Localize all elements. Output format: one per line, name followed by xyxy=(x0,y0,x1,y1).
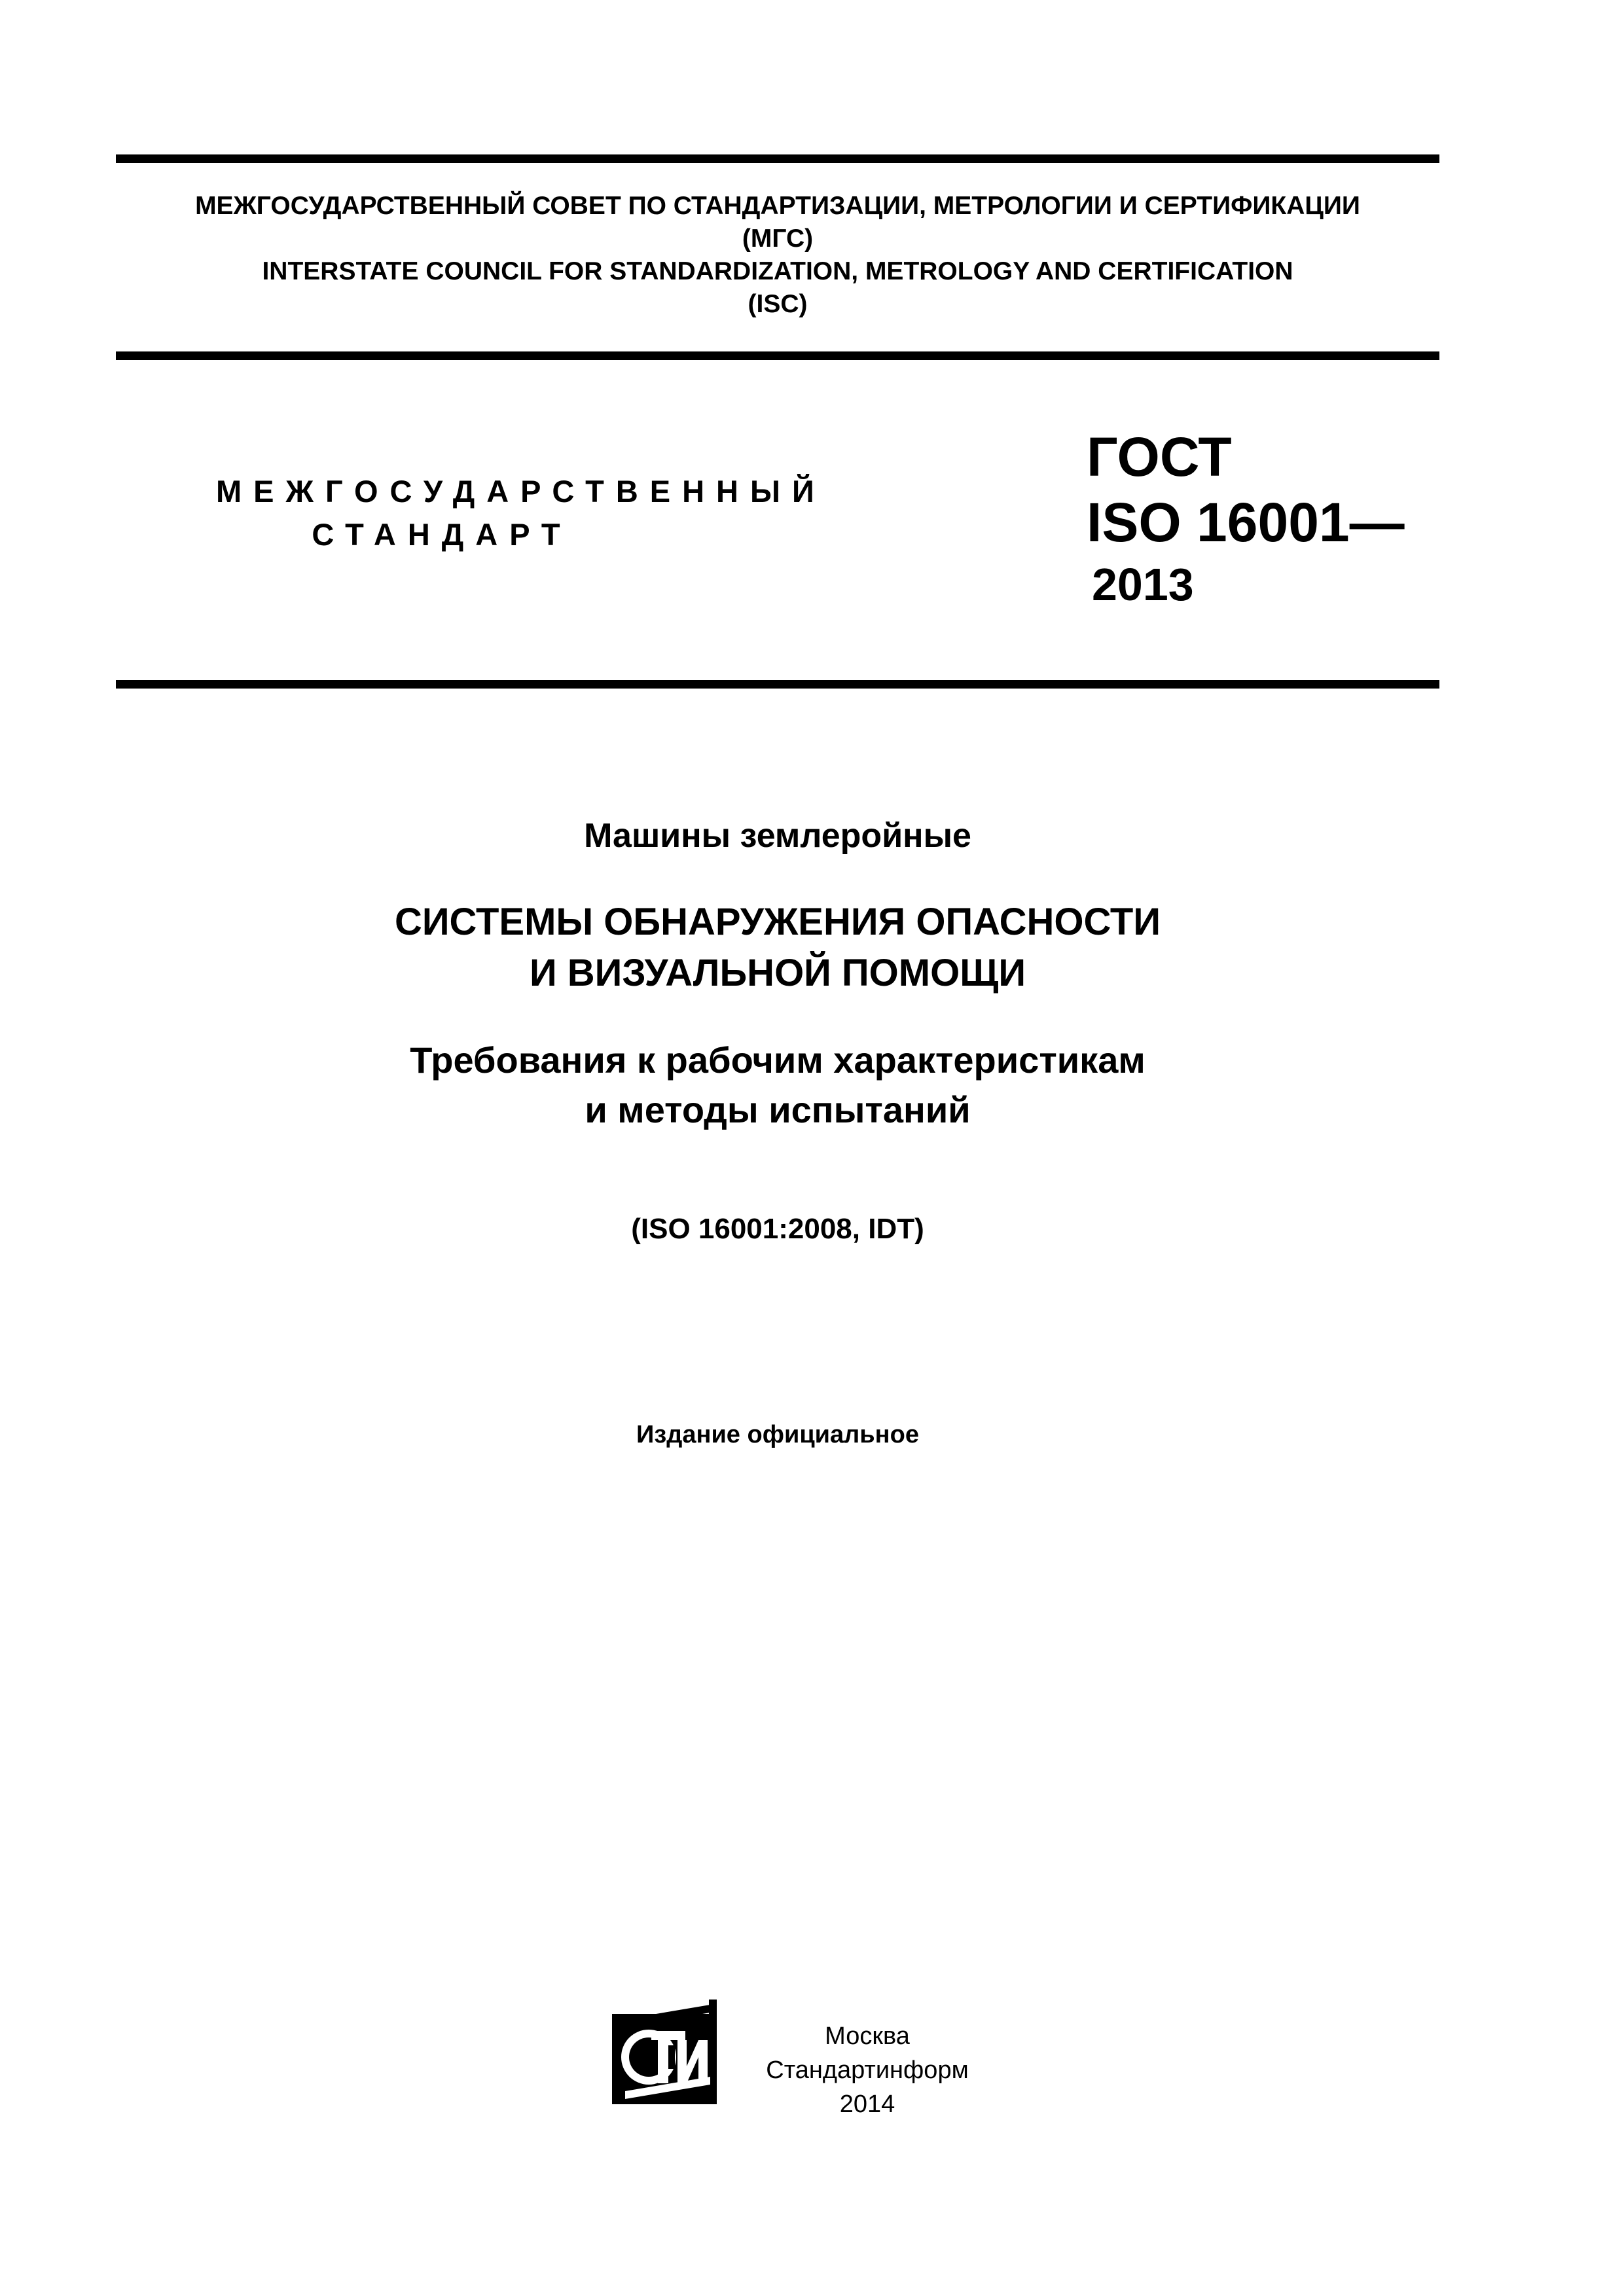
iso-reference: (ISO 16001:2008, IDT) xyxy=(631,1213,924,1245)
council-name-en: INTERSTATE COUNCIL FOR STANDARDIZATION, METROLOGY AND CERTIFICATION xyxy=(262,257,1293,285)
council-header xyxy=(116,190,1439,321)
standartinform-logo-icon xyxy=(612,2000,717,2104)
standard-type xyxy=(216,470,826,556)
document-main-title xyxy=(116,897,1439,999)
subtitle-line1: Требования к рабочим характеристикам xyxy=(410,1039,1146,1081)
council-name-ru: МЕЖГОСУДАРСТВЕННЫЙ СОВЕТ ПО СТАНДАРТИЗАЦИИ, МЕТРОЛОГИИ И СЕРТИФИКАЦИИ xyxy=(195,192,1360,220)
publisher-name: Стандартинформ xyxy=(766,2056,969,2084)
edition-label: Издание официальное xyxy=(636,1421,919,1448)
publisher-year: 2014 xyxy=(839,2090,895,2118)
standard-type-line2: СТАНДАРТ xyxy=(312,517,572,552)
council-divider xyxy=(116,351,1439,360)
designation-year: 2013 xyxy=(1092,559,1194,610)
subtitle-line2: и методы испытаний xyxy=(585,1089,971,1130)
standard-type-line1: МЕЖГОСУДАРСТВЕННЫЙ xyxy=(216,474,826,509)
designation-divider xyxy=(116,680,1439,689)
document-subject: Машины землеройные xyxy=(584,817,971,855)
main-title-line2: И ВИЗУАЛЬНОЙ ПОМОЩИ xyxy=(529,952,1026,994)
council-abbr-ru: (МГС) xyxy=(742,224,814,253)
designation-number: ISO 16001— xyxy=(1087,492,1405,553)
publisher-info xyxy=(720,2019,1015,2121)
council-abbr-en: (ISC) xyxy=(748,290,808,318)
publisher-city: Москва xyxy=(825,2022,910,2050)
designation-prefix: ГОСТ xyxy=(1087,426,1232,488)
top-divider xyxy=(116,154,1439,163)
document-subtitle xyxy=(116,1035,1439,1135)
main-title-line1: СИСТЕМЫ ОБНАРУЖЕНИЯ ОПАСНОСТИ xyxy=(394,901,1161,943)
standard-designation xyxy=(1087,424,1405,614)
